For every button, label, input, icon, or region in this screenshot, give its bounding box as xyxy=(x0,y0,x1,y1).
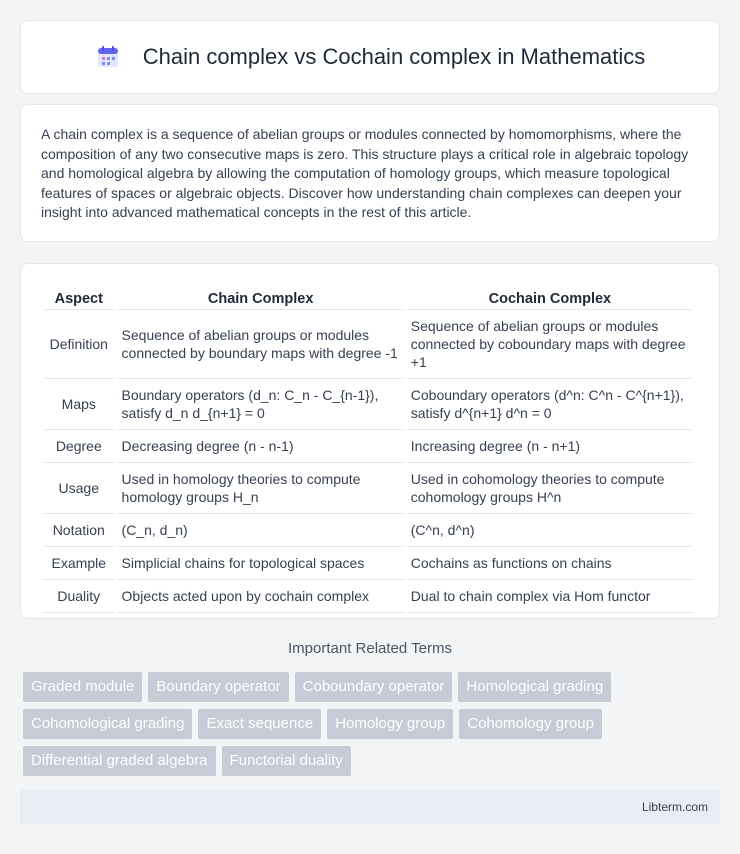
chain-cell: Sequence of abelian groups or modules connected by boundary maps with degree -1 xyxy=(118,310,404,379)
table-row xyxy=(43,379,693,430)
cochain-cell: Cochains as functions on chains xyxy=(407,547,693,580)
chain-cell: (C_n, d_n) xyxy=(118,514,404,547)
table-header-row xyxy=(43,284,693,310)
cochain-cell: Used in cohomology theories to compute cohomology groups H^n xyxy=(407,463,693,514)
cochain-cell: Dual to chain complex via Hom functor xyxy=(407,580,693,613)
chain-cell: Objects acted upon by cochain complex xyxy=(118,580,404,613)
tag-coboundary-operator[interactable]: Coboundary operator xyxy=(295,672,453,702)
footer-brand[interactable]: Libterm.com xyxy=(641,800,708,814)
table-row xyxy=(43,463,693,514)
table-row xyxy=(43,580,693,613)
tag-homology-group[interactable]: Homology group xyxy=(327,709,453,739)
related-terms-title: Important Related Terms xyxy=(288,640,452,657)
tag-homological-grading[interactable]: Homological grading xyxy=(458,672,611,702)
table-row xyxy=(43,430,693,463)
cochain-cell: Coboundary operators (d^n: C^n - C^{n+1}), satisfy d^{n+1} d^n = 0 xyxy=(407,379,693,430)
table-row xyxy=(43,310,693,379)
aspect-cell: Example xyxy=(43,547,115,580)
cochain-cell: (C^n, d^n) xyxy=(407,514,693,547)
tag-exact-sequence[interactable]: Exact sequence xyxy=(198,709,321,739)
aspect-cell: Maps xyxy=(43,379,115,430)
cochain-cell: Increasing degree (n - n+1) xyxy=(407,430,693,463)
footer xyxy=(20,790,720,824)
chain-cell: Boundary operators (d_n: C_n - C_{n-1}), satisfy d_n d_{n+1} = 0 xyxy=(118,379,404,430)
header-aspect: Aspect xyxy=(43,284,115,310)
page-title: Chain complex vs Cochain complex in Mathematics xyxy=(142,44,646,69)
intro-text: A chain complex is a sequence of abelian groups or modules connected by homomorphisms, where the composition of any two consecutive maps is zero. This structure plays a critical role in algebraic topology and homological algebra by allowing the computation of homology groups, which measure topological features of spaces or algebraic objects. Discover how understanding chain complexes can deepen your insight into advanced mathematical concepts in the rest of this article. xyxy=(41,126,689,220)
tag-boundary-operator[interactable]: Boundary operator xyxy=(148,672,288,702)
aspect-cell: Usage xyxy=(43,463,115,514)
chain-cell: Used in homology theories to compute homology groups H_n xyxy=(118,463,404,514)
intro-card xyxy=(20,104,720,242)
related-terms-tags xyxy=(23,672,703,776)
header-chain-complex: Chain Complex xyxy=(118,284,404,310)
chain-cell: Decreasing degree (n - n-1) xyxy=(118,430,404,463)
calendar-icon xyxy=(95,44,121,70)
aspect-cell: Notation xyxy=(43,514,115,547)
tag-cohomology-group[interactable]: Cohomology group xyxy=(459,709,602,739)
cochain-cell: Sequence of abelian groups or modules connected by coboundary maps with degree +1 xyxy=(407,310,693,379)
comparison-table xyxy=(40,284,696,613)
comparison-table-card xyxy=(20,263,720,619)
tag-functorial-duality[interactable]: Functorial duality xyxy=(222,746,351,776)
table-row xyxy=(43,547,693,580)
header-card xyxy=(20,20,720,94)
table-row xyxy=(43,514,693,547)
header-cochain-complex: Cochain Complex xyxy=(407,284,693,310)
aspect-cell: Degree xyxy=(43,430,115,463)
tag-cohomological-grading[interactable]: Cohomological grading xyxy=(23,709,192,739)
chain-cell: Simplicial chains for topological spaces xyxy=(118,547,404,580)
aspect-cell: Duality xyxy=(43,580,115,613)
tag-differential-graded-algebra[interactable]: Differential graded algebra xyxy=(23,746,216,776)
aspect-cell: Definition xyxy=(43,310,115,379)
tag-graded-module[interactable]: Graded module xyxy=(23,672,142,702)
